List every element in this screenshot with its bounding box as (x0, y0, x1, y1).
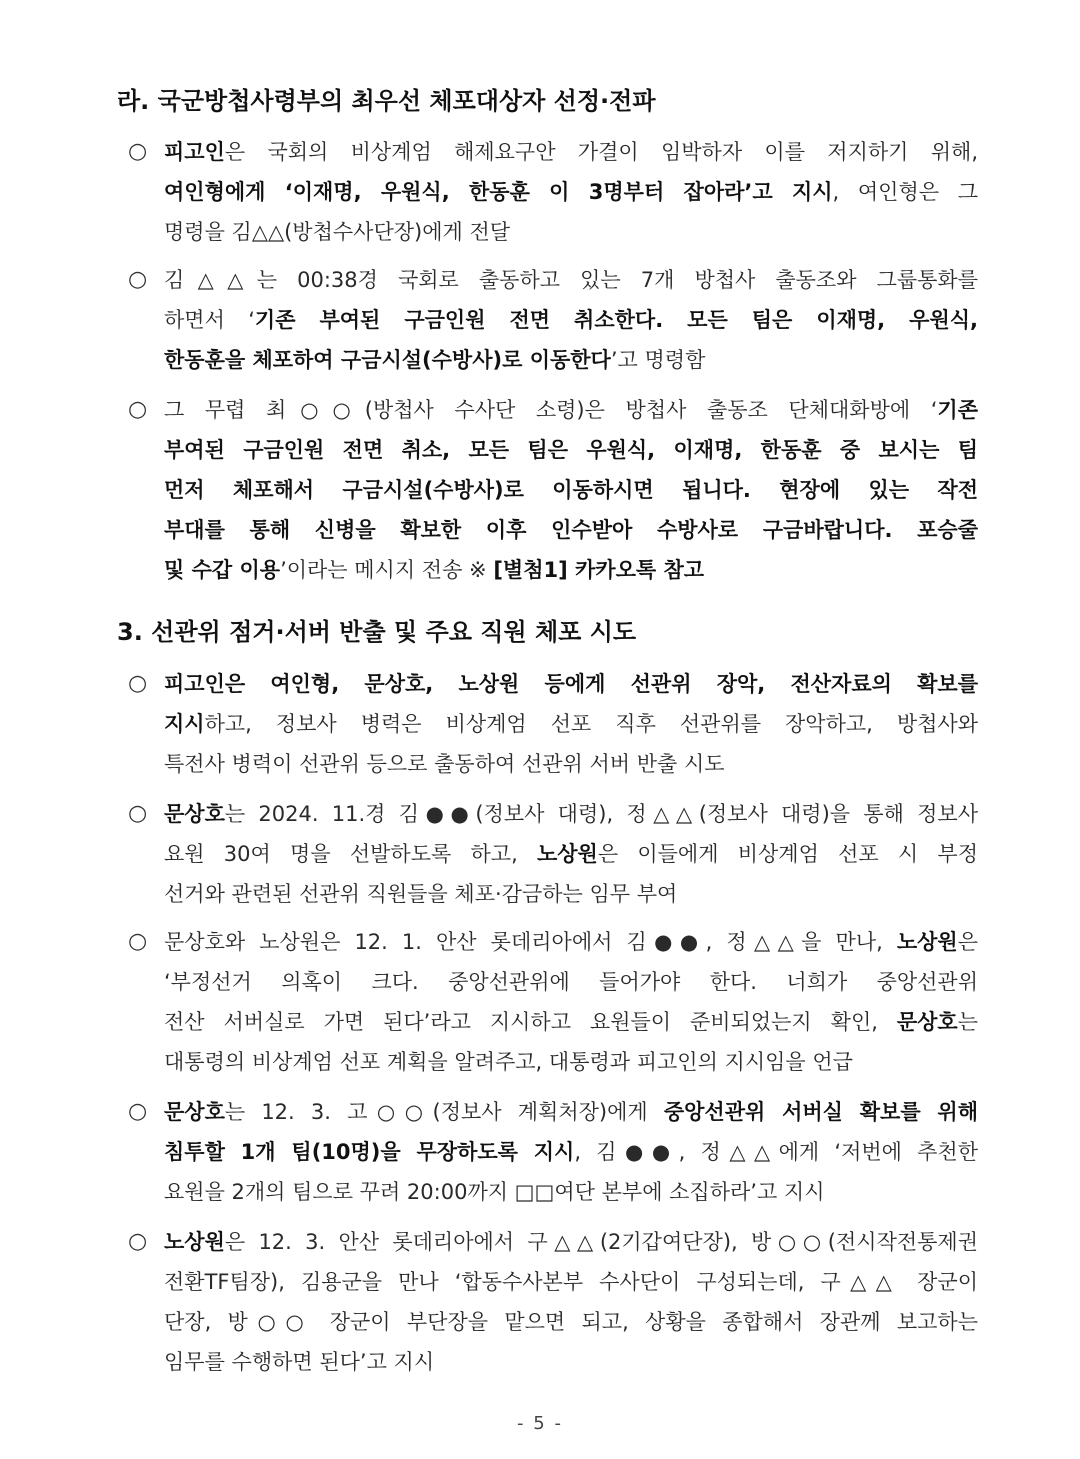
bold-text: 여인형에게 ‘이재명, 우원식, 한동훈 이 3명부터 잡아라’고 지시 (164, 180, 833, 204)
bold-text: 기존 부여된 구금인원 전면 취소한다. 모든 팀은 이재명, 우원식, (254, 308, 978, 332)
bullet-icon: ○ (128, 671, 148, 696)
text-run: 하고, 정보사 병력은 비상계엄 선포 직후 선관위를 장악하고, 방첩사와 (204, 712, 978, 736)
bullet-icon: ○ (128, 1099, 148, 1124)
text-line (164, 390, 978, 430)
text-run: , 김●●, 정△△에게 ‘저번에 추천한 (574, 1140, 978, 1164)
text-run: 그 무렵 최○○(방첩사 수사단 소령)은 방첩사 출동조 단체대화방에 ‘ (164, 398, 938, 422)
text-line (164, 664, 978, 704)
text-line (164, 1302, 978, 1342)
bold-text: 노상원 (164, 1230, 225, 1254)
bullet-icon: ○ (128, 929, 148, 954)
bullet-icon: ○ (128, 267, 148, 292)
text-line (164, 874, 677, 914)
text-line (164, 744, 725, 784)
text-run: 문상호와 노상원은 12. 1. 안산 롯데리아에서 김●●, 정△△을 만나, (164, 930, 897, 954)
text-run: 하면서 ‘ (164, 308, 255, 332)
text-line (164, 1262, 978, 1302)
text-line (164, 550, 704, 590)
text-run: 는 12. 3. 고○○(정보사 계획처장)에게 (224, 1100, 664, 1124)
bold-text: 노상원 (536, 842, 598, 866)
text-run: 은 이들에게 비상계엄 선포 시 부정 (597, 842, 978, 866)
text-line (164, 1132, 978, 1172)
bold-text: 노상원 (896, 930, 958, 954)
text-line (164, 834, 978, 874)
text-line (164, 300, 978, 340)
bold-text: 문상호 (896, 1010, 958, 1034)
bold-text: 한동훈을 체포하여 구금시설(수방사)로 이동한다 (164, 348, 611, 372)
text-line (164, 1002, 978, 1042)
text-run: 은 12. 3. 안산 롯데리아에서 구△△(2기갑여단장), 방○○(전시작전통제권 (224, 1230, 978, 1254)
bullet-icon: ○ (128, 801, 148, 826)
text-line (164, 172, 978, 212)
bold-text: 지시 (164, 712, 205, 736)
text-line (164, 1172, 825, 1212)
text-run: 임무를 수행하면 된다’고 지시 (164, 1350, 435, 1374)
text-run: 은 국회의 비상계엄 해제요구안 가결이 임박하자 이를 저지하기 위해, (224, 140, 978, 164)
text-line (164, 340, 705, 380)
text-run: 명령을 김△△(방첩수사단장)에게 전달 (164, 220, 511, 244)
bold-text: 피고인 (164, 140, 225, 164)
text-run: 전산 서버실로 가면 된다’라고 지시하고 요원들이 준비되었는지 확인, (164, 1010, 897, 1034)
bold-text: 먼저 체포해서 구금시설(수방사)로 이동하시면 됩니다. 현장에 있는 작전 (164, 478, 978, 502)
text-line (164, 1042, 853, 1082)
bold-text: 및 수갑 이용 (164, 558, 281, 582)
text-run: 요원 30여 명을 선발하도록 하고, (164, 842, 537, 866)
text-line (164, 1222, 978, 1262)
text-run: 특전사 병력이 선관위 등으로 출동하여 선관위 서버 반출 시도 (164, 752, 725, 776)
text-line (164, 704, 978, 744)
text-run: 김△△는 00:38경 국회로 출동하고 있는 7개 방첩사 출동조와 그룹통화를 (164, 268, 978, 292)
bullet-icon: ○ (128, 397, 148, 422)
text-line (164, 132, 978, 172)
text-run: , 여인형은 그 (832, 180, 978, 204)
bold-text: 침투할 1개 팀(10명)을 무장하도록 지시 (164, 1140, 575, 1164)
text-line (164, 430, 978, 470)
page-number: - 5 - (517, 1413, 563, 1434)
bold-text: 중앙선관위 서버실 확보를 위해 (663, 1100, 978, 1124)
text-line (164, 794, 978, 834)
bullet-icon: ○ (128, 139, 148, 164)
text-run: ‘부정선거 의혹이 크다. 중앙선관위에 들어가야 한다. 너희가 중앙선관위 (164, 970, 978, 994)
text-run: 는 2024. 11.경 김●●(정보사 대령), 정△△(정보사 대령)을 통해 정보사 (224, 802, 978, 826)
text-line (164, 260, 978, 300)
bold-text: 피고인은 여인형, 문상호, 노상원 등에게 선관위 장악, 전산자료의 확보를 (164, 672, 978, 696)
section-heading-la: 라. 국군방첩사령부의 최우선 체포대상자 선정·전파 (117, 87, 656, 115)
text-line (164, 510, 978, 550)
text-line (164, 922, 978, 962)
text-line (164, 212, 510, 252)
text-run: 는 (957, 1010, 978, 1034)
text-line (164, 962, 978, 1002)
bold-text: 문상호 (164, 802, 225, 826)
bold-text: 문상호 (164, 1100, 225, 1124)
text-line (164, 470, 978, 510)
text-run: ’고 명령함 (610, 348, 706, 372)
text-run: ’이라는 메시지 전송 ※ (280, 558, 494, 582)
bold-text: 부여된 구금인원 전면 취소, 모든 팀은 우원식, 이재명, 한동훈 중 보시는 팀 (164, 438, 978, 462)
bold-text: 기존 (937, 398, 978, 422)
text-run: 요원을 2개의 팀으로 꾸려 20:00까지 □□여단 본부에 소집하라’고 지시 (164, 1180, 825, 1204)
text-run: 은 (957, 930, 978, 954)
text-run: 선거와 관련된 선관위 직원들을 체포·감금하는 임무 부여 (164, 882, 678, 906)
section-heading-3: 3. 선관위 점거·서버 반출 및 주요 직원 체포 시도 (117, 618, 637, 646)
bold-text: 부대를 통해 신병을 확보한 이후 인수받아 수방사로 구금바랍니다. 포승줄 (164, 518, 978, 542)
text-line (164, 1092, 978, 1132)
text-run: 대통령의 비상계엄 선포 계획을 알려주고, 대통령과 피고인의 지시임을 언급 (164, 1050, 853, 1074)
text-run: 단장, 방○○ 장군이 부단장을 맡으면 되고, 상황을 종합해서 장관께 보고하는 (164, 1310, 978, 1334)
text-run: 전환TF팀장), 김용군을 만나 ‘합동수사본부 수사단이 구성되는데, 구△△ 장군이 (164, 1270, 978, 1294)
bold-text: [별첨1] 카카오톡 참고 (493, 558, 705, 582)
text-line (164, 1342, 434, 1382)
bullet-icon: ○ (128, 1229, 148, 1254)
